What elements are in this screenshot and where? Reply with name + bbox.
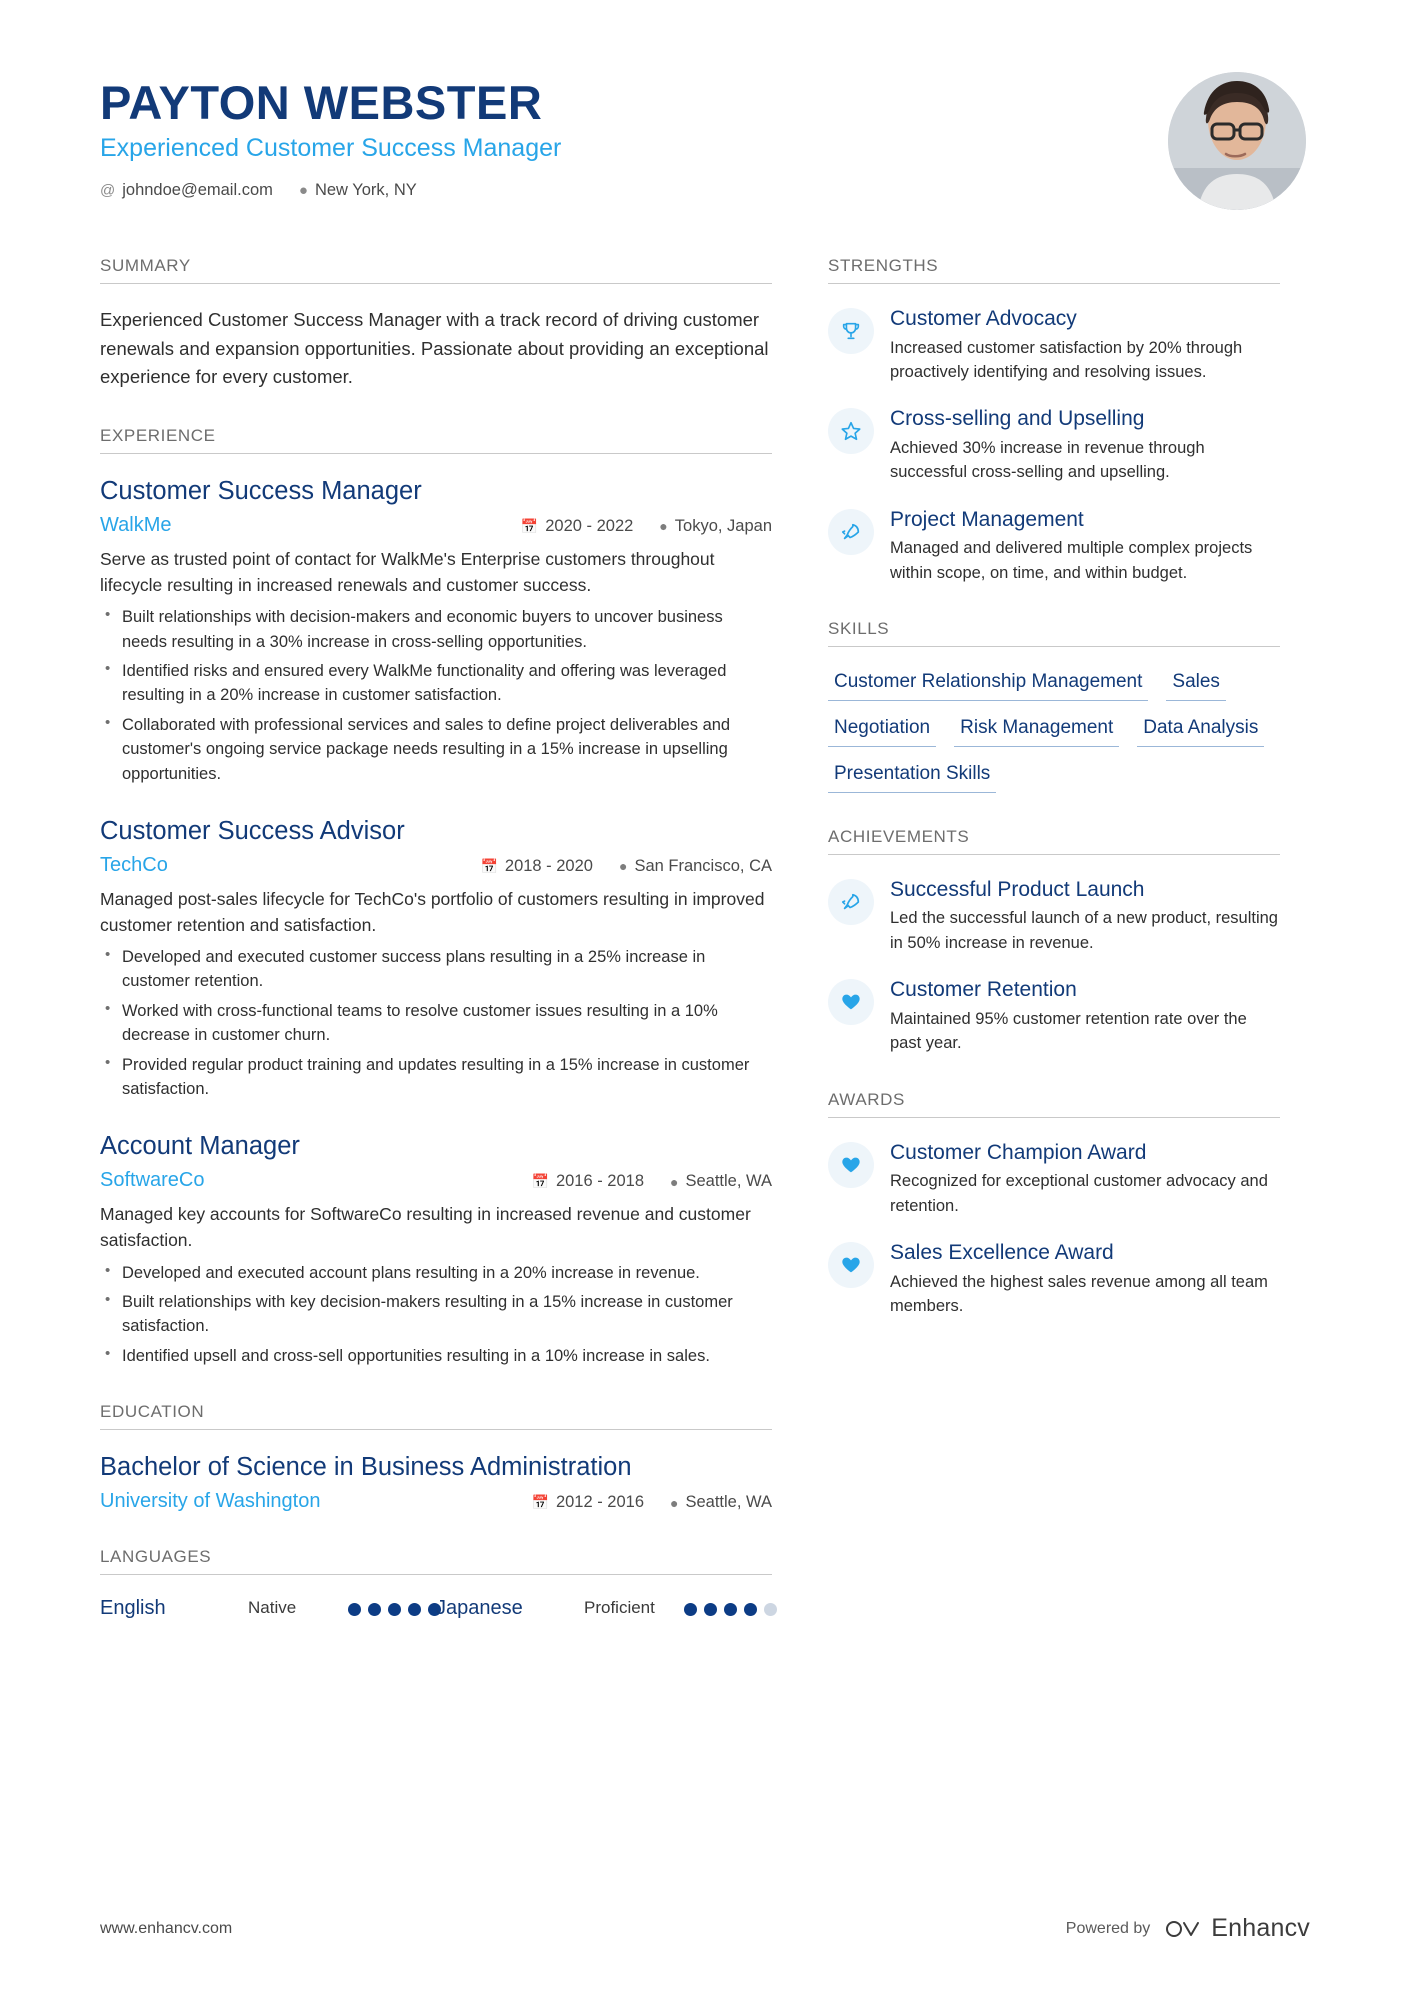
contact-email[interactable]: [100, 181, 273, 200]
trophy-icon: [828, 308, 874, 354]
rocket-icon: [828, 509, 874, 555]
rocket-icon: [828, 879, 874, 925]
award-title: Sales Excellence Award: [890, 1240, 1114, 1264]
experience-company: SoftwareCo: [100, 1169, 205, 1192]
strength-description: Increased customer satisfaction by 20% through proactively identifying and resolving issues.: [890, 338, 1243, 382]
location-pin-icon: ●: [659, 518, 668, 535]
contact-row: [100, 181, 561, 200]
section-strengths: [828, 256, 1280, 585]
experience-item: [100, 816, 772, 1102]
achievement-description: Maintained 95% customer retention rate over the past year.: [890, 1009, 1247, 1053]
footer-website[interactable]: www.enhancv.com: [100, 1919, 233, 1937]
footer-branding: [1066, 1914, 1310, 1943]
award-item: [828, 1240, 1280, 1318]
strength-description: Achieved 30% increase in revenue through successful cross-selling and upselling.: [890, 439, 1205, 482]
experience-job-title: Customer Success Advisor: [100, 816, 405, 845]
experience-dates-text: 2020 - 2022: [545, 516, 634, 535]
skill-tag: Negotiation: [828, 715, 936, 747]
skill-tag: Presentation Skills: [828, 761, 996, 793]
experience-location: [670, 1172, 772, 1191]
section-title-achievements: ACHIEVEMENTS: [828, 827, 1280, 855]
experience-item: [100, 476, 772, 786]
experience-dates: [521, 517, 634, 536]
experience-company: TechCo: [100, 853, 168, 876]
section-title-summary: SUMMARY: [100, 256, 772, 284]
calendar-icon: 📅: [480, 857, 498, 874]
education-location-text: Seattle, WA: [685, 1493, 772, 1512]
achievement-item: [828, 877, 1280, 955]
language-item-english: [100, 1597, 436, 1620]
education-location: [670, 1493, 772, 1512]
language-name: Japanese: [436, 1597, 523, 1620]
star-icon: [828, 408, 874, 454]
strength-title: Customer Advocacy: [890, 307, 1077, 330]
experience-bullets: [100, 945, 772, 1101]
powered-by-label: Powered by: [1065, 1919, 1151, 1937]
list-item: • Worked with cross-functional teams to resolve customer issues resulting in a 10% decrease in customer churn.: [122, 999, 772, 1048]
section-title-experience: EXPERIENCE: [100, 426, 772, 454]
experience-description: Serve as trusted point of contact for WalkMe's Enterprise customers throughout lifecycle resulting in increased renewals and customer success.: [100, 548, 715, 595]
experience-meta: [100, 514, 772, 537]
experience-location: [619, 857, 772, 876]
award-item: [828, 1140, 1280, 1218]
language-rating-dots: [684, 1597, 777, 1616]
section-title-languages: LANGUAGES: [100, 1547, 772, 1575]
calendar-icon: 📅: [520, 517, 539, 534]
list-item: • Collaborated with professional services and sales to define project deliverables and customer's ongoing service package needs resulting in a 15% increase in upselling opportunities.: [122, 713, 772, 786]
language-rating-dots: [348, 1597, 441, 1616]
experience-location-text: Seattle, WA: [685, 1172, 772, 1191]
strength-title: Project Management: [890, 507, 1084, 531]
location-pin-icon: ●: [670, 1494, 679, 1511]
summary-text: Experienced Customer Success Manager with a track record of driving customer renewals and expansion opportunities. Passionate about providing an exceptional experience for every customer.: [100, 309, 769, 388]
heart-icon: [828, 1142, 874, 1188]
contact-email-text: johndoe@email.com: [122, 181, 273, 200]
experience-dates-text: 2018 - 2020: [504, 856, 593, 875]
footer: [100, 1914, 1310, 1943]
award-description: Recognized for exceptional customer advocacy and retention.: [890, 1172, 1268, 1215]
achievement-item: [828, 977, 1280, 1055]
heart-icon: [828, 1242, 874, 1288]
section-experience: [100, 426, 772, 1368]
list-item: • Developed and executed account plans resulting in a 20% increase in revenue.: [122, 1261, 772, 1285]
avatar: [1168, 72, 1306, 210]
experience-dates: [532, 1172, 645, 1191]
calendar-icon: 📅: [531, 1494, 549, 1511]
experience-description: Managed key accounts for SoftwareCo resulting in increased revenue and customer satisfaction.: [100, 1204, 751, 1251]
award-description: Achieved the highest sales revenue among all team members.: [890, 1272, 1268, 1315]
education-dates: [532, 1493, 645, 1512]
experience-location-text: Tokyo, Japan: [674, 516, 772, 535]
skill-tag: Data Analysis: [1137, 715, 1264, 747]
section-title-awards: AWARDS: [828, 1090, 1280, 1118]
skill-tag: Customer Relationship Management: [828, 669, 1148, 701]
strength-title: Cross-selling and Upselling: [890, 407, 1145, 431]
section-skills: [828, 619, 1280, 792]
experience-meta: [100, 1169, 772, 1192]
strength-item: [828, 507, 1280, 585]
enhancv-logo: [1164, 1914, 1310, 1943]
list-item: • Built relationships with decision-makers and economic buyers to uncover business needs resulting in a 30% increase in cross-selling opportunities.: [122, 605, 772, 654]
experience-dates-text: 2016 - 2018: [555, 1172, 645, 1191]
location-pin-icon: ●: [618, 858, 628, 875]
education-meta: [100, 1490, 772, 1513]
award-title: Customer Champion Award: [890, 1140, 1147, 1164]
section-awards: [828, 1090, 1280, 1319]
experience-dates: [480, 857, 593, 876]
language-item-japanese: [436, 1597, 772, 1620]
section-achievements: [828, 827, 1280, 1056]
calendar-icon: 📅: [531, 1173, 549, 1190]
strength-item: [828, 406, 1280, 484]
experience-item: [100, 1131, 772, 1368]
resume-header: [100, 72, 1310, 210]
resume-columns: [100, 256, 1310, 1654]
skill-tag: Risk Management: [954, 715, 1119, 747]
skills-list: [828, 669, 1280, 792]
contact-location-text: New York, NY: [314, 181, 417, 200]
contact-location: [299, 181, 417, 200]
education-dates-text: 2012 - 2016: [555, 1493, 645, 1512]
list-item: • Developed and executed customer success plans resulting in a 25% increase in customer retention.: [122, 945, 772, 994]
experience-bullets: [100, 1261, 772, 1369]
list-item: • Identified upsell and cross-sell opportunities resulting in a 10% increase in sales.: [122, 1344, 772, 1368]
section-title-strengths: STRENGTHS: [828, 256, 1280, 284]
achievement-description: Led the successful launch of a new product, resulting in 50% increase in revenue.: [890, 909, 1278, 952]
heart-icon: [828, 979, 874, 1025]
enhancv-wordmark: Enhancv: [1211, 1914, 1310, 1942]
achievement-title: Customer Retention: [890, 978, 1077, 1002]
list-item: • Identified risks and ensured every WalkMe functionality and offering was leveraged resulting in a 20% increase in customer satisfaction.: [122, 659, 772, 708]
education-degree: Bachelor of Science in Business Administration: [100, 1453, 632, 1482]
location-pin-icon: ●: [298, 182, 308, 200]
skill-tag: Sales: [1166, 669, 1226, 701]
left-column: [100, 256, 772, 1654]
section-summary: [100, 256, 772, 392]
email-icon: @: [100, 182, 116, 200]
language-level: Proficient: [584, 1598, 655, 1618]
experience-job-title: Account Manager: [100, 1132, 300, 1161]
strength-item: [828, 306, 1280, 384]
experience-meta: [100, 854, 772, 877]
languages-row: [100, 1597, 772, 1620]
experience-location-text: San Francisco, CA: [634, 856, 772, 875]
experience-description: Managed post-sales lifecycle for TechCo's portfolio of customers resulting in improved customer retention and satisfaction.: [100, 888, 765, 935]
education-school: University of Washington: [100, 1490, 321, 1513]
page-title: PAYTON WEBSTER: [100, 76, 543, 129]
section-education: [100, 1402, 772, 1513]
right-column: [828, 256, 1280, 1654]
job-role-subtitle: Experienced Customer Success Manager: [100, 134, 562, 163]
section-title-skills: SKILLS: [828, 619, 1280, 647]
experience-company: WalkMe: [100, 513, 172, 536]
location-pin-icon: ●: [670, 1173, 679, 1190]
section-languages: [100, 1547, 772, 1620]
experience-location: [659, 517, 772, 536]
list-item: • Built relationships with key decision-makers resulting in a 15% increase in customer satisfaction.: [122, 1290, 772, 1339]
list-item: • Provided regular product training and updates resulting in a 15% increase in customer satisfaction.: [122, 1053, 772, 1102]
experience-bullets: [100, 605, 772, 786]
header-text-block: [100, 72, 561, 200]
language-name: English: [100, 1597, 166, 1620]
achievement-title: Successful Product Launch: [890, 877, 1145, 901]
experience-job-title: Customer Success Manager: [100, 477, 422, 506]
language-level: Native: [248, 1598, 297, 1618]
strength-description: Managed and delivered multiple complex projects within scope, on time, and within budget.: [890, 539, 1253, 582]
section-title-education: EDUCATION: [100, 1402, 772, 1430]
